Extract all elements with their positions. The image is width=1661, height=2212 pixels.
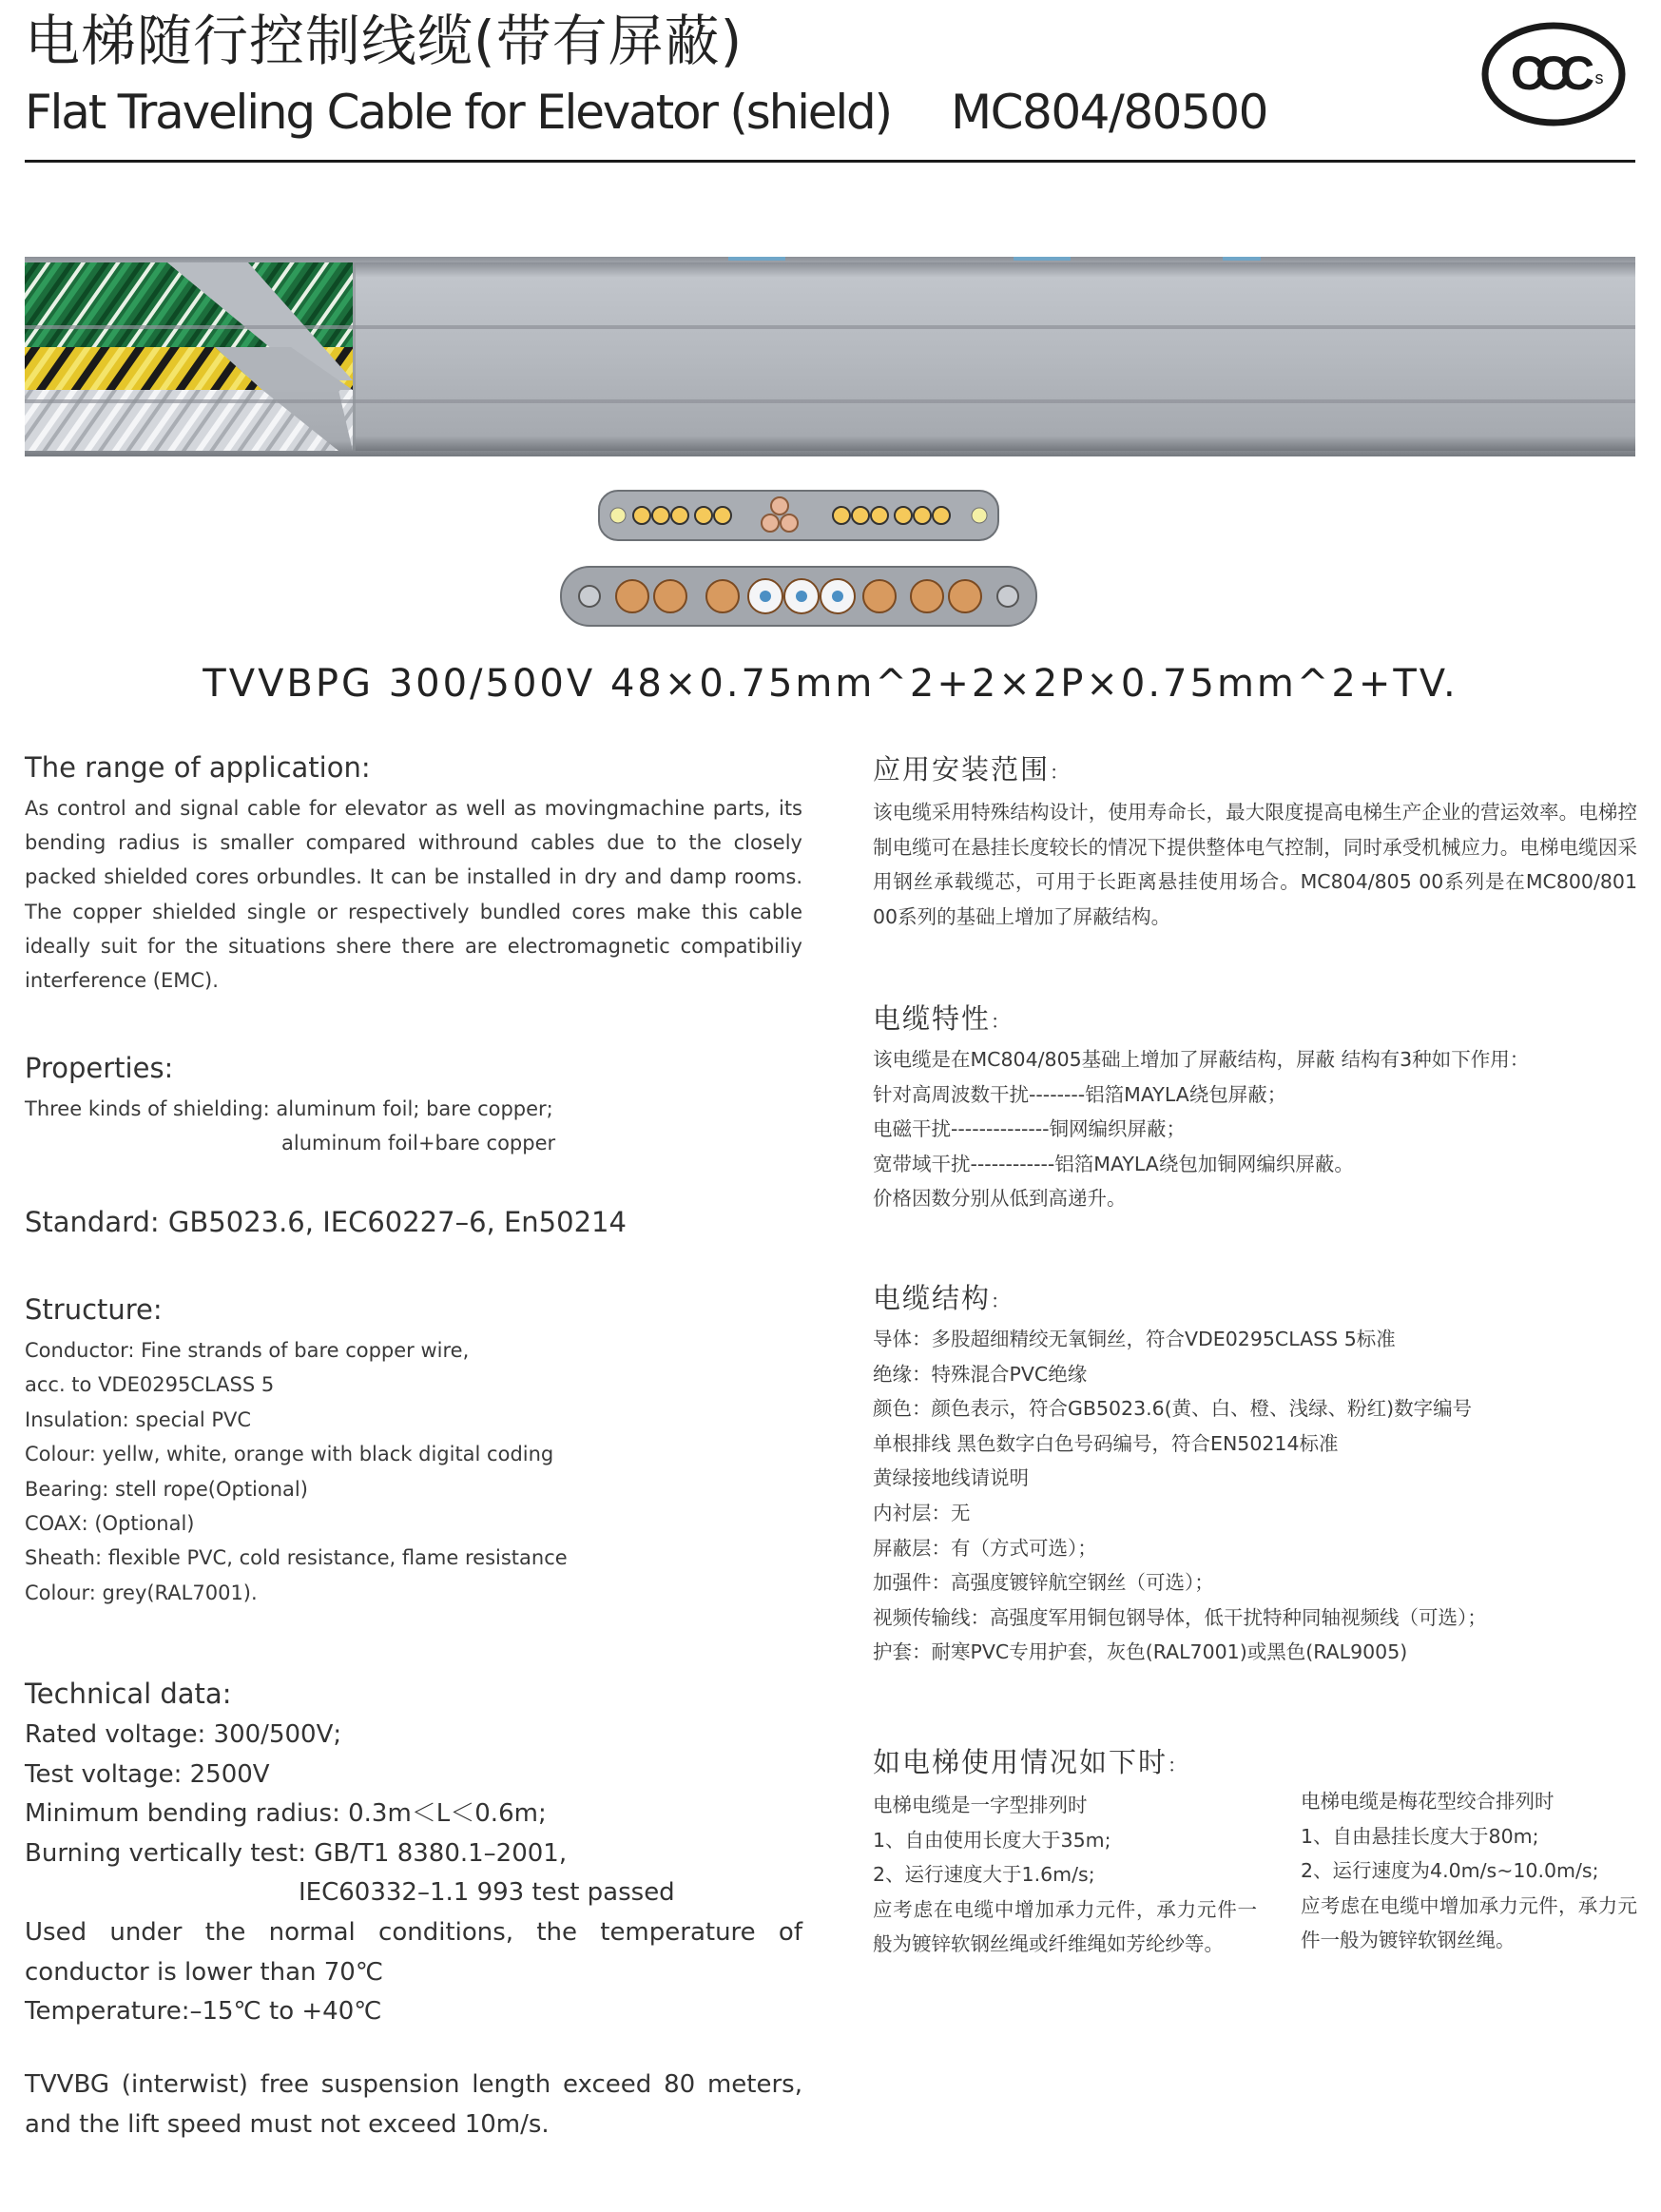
structure-line-cn: 护套：耐寒PVC专用护套，灰色(RAL7001)或黑色(RAL9005) — [873, 1640, 1408, 1664]
temperature-range: Temperature:–15℃ to +40℃ — [25, 1997, 382, 2027]
test-voltage: Test voltage: 2500V — [25, 1759, 270, 1789]
interwist-note: TVVBG (interwist) free suspension length exceed 80 meters, and the lift speed must not exceed 10m/s. — [25, 2070, 802, 2139]
burning-test: Burning vertically test: GB/T1 8380.1–2001, — [25, 1838, 568, 1868]
characteristics-heading-cn: 电缆特性： — [873, 1002, 1013, 1035]
structure-line-cn: 颜色：颜色表示，符合GB5023.6(黄、白、橙、浅绿、粉红)数字编号 — [873, 1397, 1473, 1421]
usage-twisted-title: 电梯电缆是梅花型绞合排列时 — [1301, 1790, 1555, 1813]
structure-line-cn: 单根排线 黑色数字白色号码编号，符合EN50214标准 — [873, 1431, 1339, 1455]
usage-linear-item: 2、运行速度大于1.6m/s; — [873, 1863, 1095, 1887]
structure-line: Conductor: Fine strands of bare copper wire, — [25, 1339, 470, 1362]
structure-line: Colour: yellw, white, orange with black digital coding — [25, 1443, 554, 1466]
rated-voltage: Rated voltage: 300/500V; — [25, 1720, 342, 1749]
usage-twisted-item: 2、运行速度为4.0m/s~10.0m/s; — [1301, 1859, 1599, 1883]
ccc-logo-text: CCC — [1510, 47, 1586, 100]
ccc-certification-logo — [1481, 21, 1626, 127]
properties-heading: Properties: — [25, 1052, 174, 1084]
header-rule — [25, 160, 1635, 163]
standard-line: Standard: GB5023.6, IEC60227–6, En50214 — [25, 1206, 627, 1238]
characteristics-line: 针对高周波数干扰--------铝箔MAYLA绕包屏蔽； — [873, 1082, 1287, 1106]
structure-line-cn: 屏蔽层：有（方式可选）； — [873, 1536, 1097, 1560]
page-title-en: Flat Traveling Cable for Elevator (shield) — [25, 85, 891, 140]
usage-twisted-item: 1、自由悬挂长度大于80m; — [1301, 1824, 1539, 1848]
properties-line-1: Three kinds of shielding: aluminum foil; bare copper; — [25, 1097, 553, 1120]
technical-heading: Technical data: — [25, 1678, 232, 1710]
usage-linear-title: 电梯电缆是一字型排列时 — [873, 1794, 1088, 1816]
model-number: MC804/80500 — [951, 85, 1267, 140]
characteristics-line: 电磁干扰--------------铜网编织屏蔽； — [873, 1117, 1187, 1141]
usage-linear-note: 应考虑在电缆中增加承力元件，承力元件一般为镀锌软钢丝绳或纤维绳如芳纶纱等。 — [873, 1897, 1257, 1956]
structure-line-cn: 视频传输线：高强度军用铜包钢导体，低干扰特种同轴视频线（可选）； — [873, 1605, 1487, 1629]
structure-list-cn — [873, 1322, 1637, 1670]
structure-line: COAX: (Optional) — [25, 1512, 195, 1536]
application-body-cn: 该电缆采用特殊结构设计，使用寿命长，最大限度提高电梯生产企业的营运效率。电梯控制电缆可在悬挂长度较长的情况下提供整体电气控制，同时承受机械应力。电梯电缆因采用钢丝承载缆芯，可用于长距离悬挂使用场合。MC804/805 00系列是在MC800/801 00系列的基础上增加了屏蔽结构。 — [873, 801, 1637, 928]
structure-line-cn: 加强件：高强度镀锌航空钢丝（可选）； — [873, 1571, 1214, 1595]
structure-list — [25, 1333, 804, 1610]
structure-line: Insulation: special PVC — [25, 1407, 252, 1431]
usage-heading-cn: 如电梯使用情况如下时： — [873, 1746, 1189, 1778]
characteristics-line: 价格因数分别从低到高递升。 — [873, 1187, 1127, 1211]
technical-data — [25, 1716, 804, 2032]
characteristics-line: 该电缆是在MC804/805基础上增加了屏蔽结构，屏蔽 结构有3种如下作用： — [873, 1048, 1530, 1071]
application-heading-cn: 应用安装范围： — [873, 753, 1072, 786]
characteristics-line: 宽带域干扰------------铝箔MAYLA绕包加铜网编织屏蔽。 — [873, 1152, 1354, 1175]
conductor-temperature-note: Used under the normal conditions, the temperature of conductor is lower than 70℃ — [25, 1917, 802, 1987]
burning-test-standard: IEC60332–1.1 993 test passed — [299, 1878, 675, 1908]
properties-line-2: aluminum foil+bare copper — [281, 1132, 556, 1155]
ccc-logo-sub: s — [1594, 68, 1604, 87]
application-body: As control and signal cable for elevator as well as movingmachine parts, its bending radius is smaller compared withround cables due to the closely packed shielded cores orbundles. It can be installed in dry and damp rooms. The copper shielded single or respectively bundled cores make this cable ideally suit for the situations shere there are electromagnetic compatibiliy interference (EMC). — [25, 797, 802, 993]
bending-radius: Minimum bending radius: 0.3m＜L＜0.6m; — [25, 1799, 547, 1829]
structure-line: Sheath: flexible PVC, cold resistance, flame resistance — [25, 1546, 568, 1570]
page-title-cn: 电梯随行控制线缆(带有屏蔽) — [25, 9, 744, 73]
structure-heading-cn: 电缆结构： — [873, 1282, 1013, 1314]
structure-line-cn: 绝缘：特殊混合PVC绝缘 — [873, 1362, 1088, 1386]
flat-cable-image — [25, 257, 1635, 456]
usage-twisted-note: 应考虑在电缆中增加承力元件，承力元件一般为镀锌软钢丝绳。 — [1301, 1893, 1637, 1952]
structure-line: Bearing: stell rope(Optional) — [25, 1477, 308, 1501]
application-heading: The range of application: — [25, 751, 371, 784]
structure-line-cn: 导体：多股超细精绞无氧铜丝，符合VDE0295CLASS 5标准 — [873, 1328, 1396, 1350]
structure-line-cn: 内衬层：无 — [873, 1501, 971, 1524]
characteristics-list-cn — [873, 1042, 1637, 1216]
product-spec-line: TVVBPG 300/500V 48×0.75mm^2+2×2P×0.75mm^2+TV. — [203, 662, 1458, 706]
structure-line: Colour: grey(RAL7001). — [25, 1581, 258, 1604]
usage-linear-item: 1、自由使用长度大于35m; — [873, 1828, 1111, 1852]
structure-line-cn: 黄绿接地线请说明 — [873, 1466, 1029, 1490]
structure-line: acc. to VDE0295CLASS 5 — [25, 1373, 275, 1397]
usage-twisted-column — [1301, 1784, 1637, 1958]
structure-heading: Structure: — [25, 1293, 163, 1326]
usage-linear-column — [873, 1788, 1257, 1962]
cable-cross-section-image — [532, 477, 1065, 639]
